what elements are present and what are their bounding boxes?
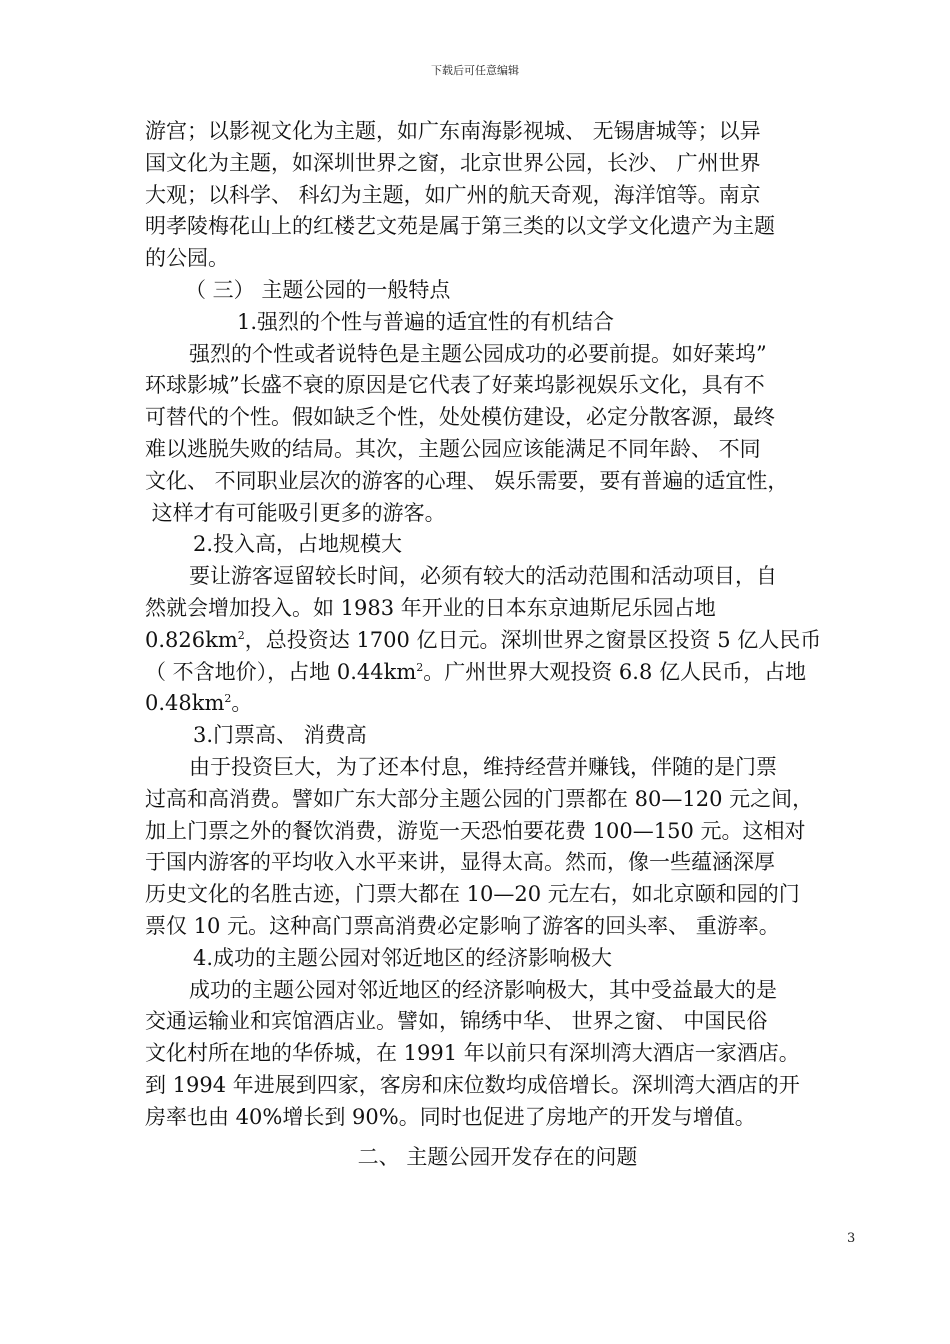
- item-heading-text: 3.门票高、 消费高: [193, 723, 367, 748]
- text-line: 大观；以科学、 科幻为主题，如广州的航天奇观，海洋馆等。南京: [145, 182, 761, 207]
- text-line: 环球影城”长盛不衰的原因是它代表了好莱坞影视娱乐文化，具有不: [145, 373, 765, 398]
- text-line: 过高和高消费。譬如广东大部分主题公园的门票都在 80—120 元之间，: [145, 786, 814, 811]
- document-body: [145, 116, 850, 1173]
- chapter-heading-problems: [145, 1142, 850, 1174]
- paragraph-ticket-prices: [145, 752, 850, 943]
- item-heading-text: 1.强烈的个性与普遍的适宜性的有机结合: [237, 309, 615, 334]
- text-line: 游宫；以影视文化为主题，如广东南海影视城、 无锡唐城等；以异: [145, 119, 761, 143]
- item-heading-text: 4.成功的主题公园对邻近地区的经济影响极大: [193, 945, 613, 970]
- item-heading-4: [145, 943, 850, 975]
- text-line: 难以逃脱失败的结局。其次，主题公园应该能满足不同年龄、 不同: [145, 436, 761, 461]
- text-line: 文化村所在地的华侨城，在 1991 年以前只有深圳湾大酒店一家酒店。: [145, 1041, 800, 1066]
- area-value: 0.826km: [145, 627, 238, 652]
- paragraph-investment: [145, 561, 850, 720]
- area-value: 0.48km: [145, 691, 225, 716]
- text-line: 文化、 不同职业层次的游客的心理、 娱乐需要，要有普遍的适宜性，: [145, 468, 789, 493]
- superscript: 2: [224, 692, 232, 706]
- text-line: [145, 688, 850, 720]
- text-line: 可替代的个性。假如缺乏个性，处处模仿建设，必定分散客源，最终: [145, 405, 775, 430]
- text-segment: 。: [231, 691, 253, 716]
- paragraph-individuality: [145, 339, 850, 530]
- paragraph-theme-examples: [145, 116, 850, 275]
- superscript: 2: [416, 660, 424, 674]
- page-number: 3: [847, 1231, 856, 1246]
- text-line: 国文化为主题，如深圳世界之窗，北京世界公园，长沙、 广州世界: [145, 150, 761, 175]
- text-segment: ，总投资达 1700 亿日元。深圳世界之窗景区投资 5 亿人民币: [244, 627, 822, 652]
- text-line: 强烈的个性或者说特色是主题公园成功的必要前提。如好莱坞”: [189, 341, 767, 366]
- text-line: [145, 657, 850, 689]
- superscript: 2: [237, 628, 245, 642]
- text-line: 到 1994 年进展到四家，客房和床位数均成倍增长。深圳湾大酒店的开: [145, 1072, 800, 1097]
- text-line: 然就会增加投入。如 1983 年开业的日本东京迪斯尼乐园占地: [145, 595, 716, 620]
- text-line: 房率也由 40%增长到 90%。同时也促进了房地产的开发与增值。: [145, 1104, 756, 1129]
- section-heading-general-features: [145, 275, 850, 307]
- text-segment: 。广州世界大观投资 6.8 亿人民币，占地: [423, 659, 806, 684]
- section-heading-text: （ 三） 主题公园的一般特点: [185, 277, 451, 302]
- text-line: 要让游客逗留较长时间，必须有较大的活动范围和活动项目，自: [189, 564, 777, 589]
- paragraph-economic-impact: [145, 975, 850, 1134]
- item-heading-1: [145, 307, 850, 339]
- text-line: 加上门票之外的餐饮消费，游览一天恐怕要花费 100—150 元。这相对: [145, 818, 806, 843]
- text-line: [145, 625, 850, 657]
- text-line: 成功的主题公园对邻近地区的经济影响极大，其中受益最大的是: [189, 977, 777, 1002]
- text-line: 由于投资巨大，为了还本付息，维持经营并赚钱，伴随的是门票: [189, 754, 777, 779]
- item-heading-text: 2.投入高，占地规模大: [193, 532, 403, 557]
- page-header: 下载后可任意编辑: [431, 64, 519, 77]
- text-line: 这样才有可能吸引更多的游客。: [145, 500, 446, 525]
- text-line: 明孝陵梅花山上的红楼艺文苑是属于第三类的以文学文化遗产为主题: [145, 214, 775, 239]
- item-heading-3: [145, 720, 850, 752]
- text-line: 交通运输业和宾馆酒店业。譬如，锦绣中华、 世界之窗、 中国民俗: [145, 1009, 768, 1034]
- item-heading-2: [145, 529, 850, 561]
- chapter-heading-text: 二、 主题公园开发存在的问题: [357, 1144, 638, 1169]
- text-line: 票仅 10 元。这种高门票高消费必定影响了游客的回头率、 重游率。: [145, 913, 780, 938]
- text-segment: （ 不含地价），占地 0.44km: [145, 659, 417, 684]
- text-line: 的公园。: [145, 246, 229, 271]
- text-line: 于国内游客的平均收入水平来讲，显得太高。然而，像一些蕴涵深厚: [145, 850, 775, 875]
- text-line: 历史文化的名胜古迹，门票大都在 10—20 元左右，如北京颐和园的门: [145, 882, 800, 907]
